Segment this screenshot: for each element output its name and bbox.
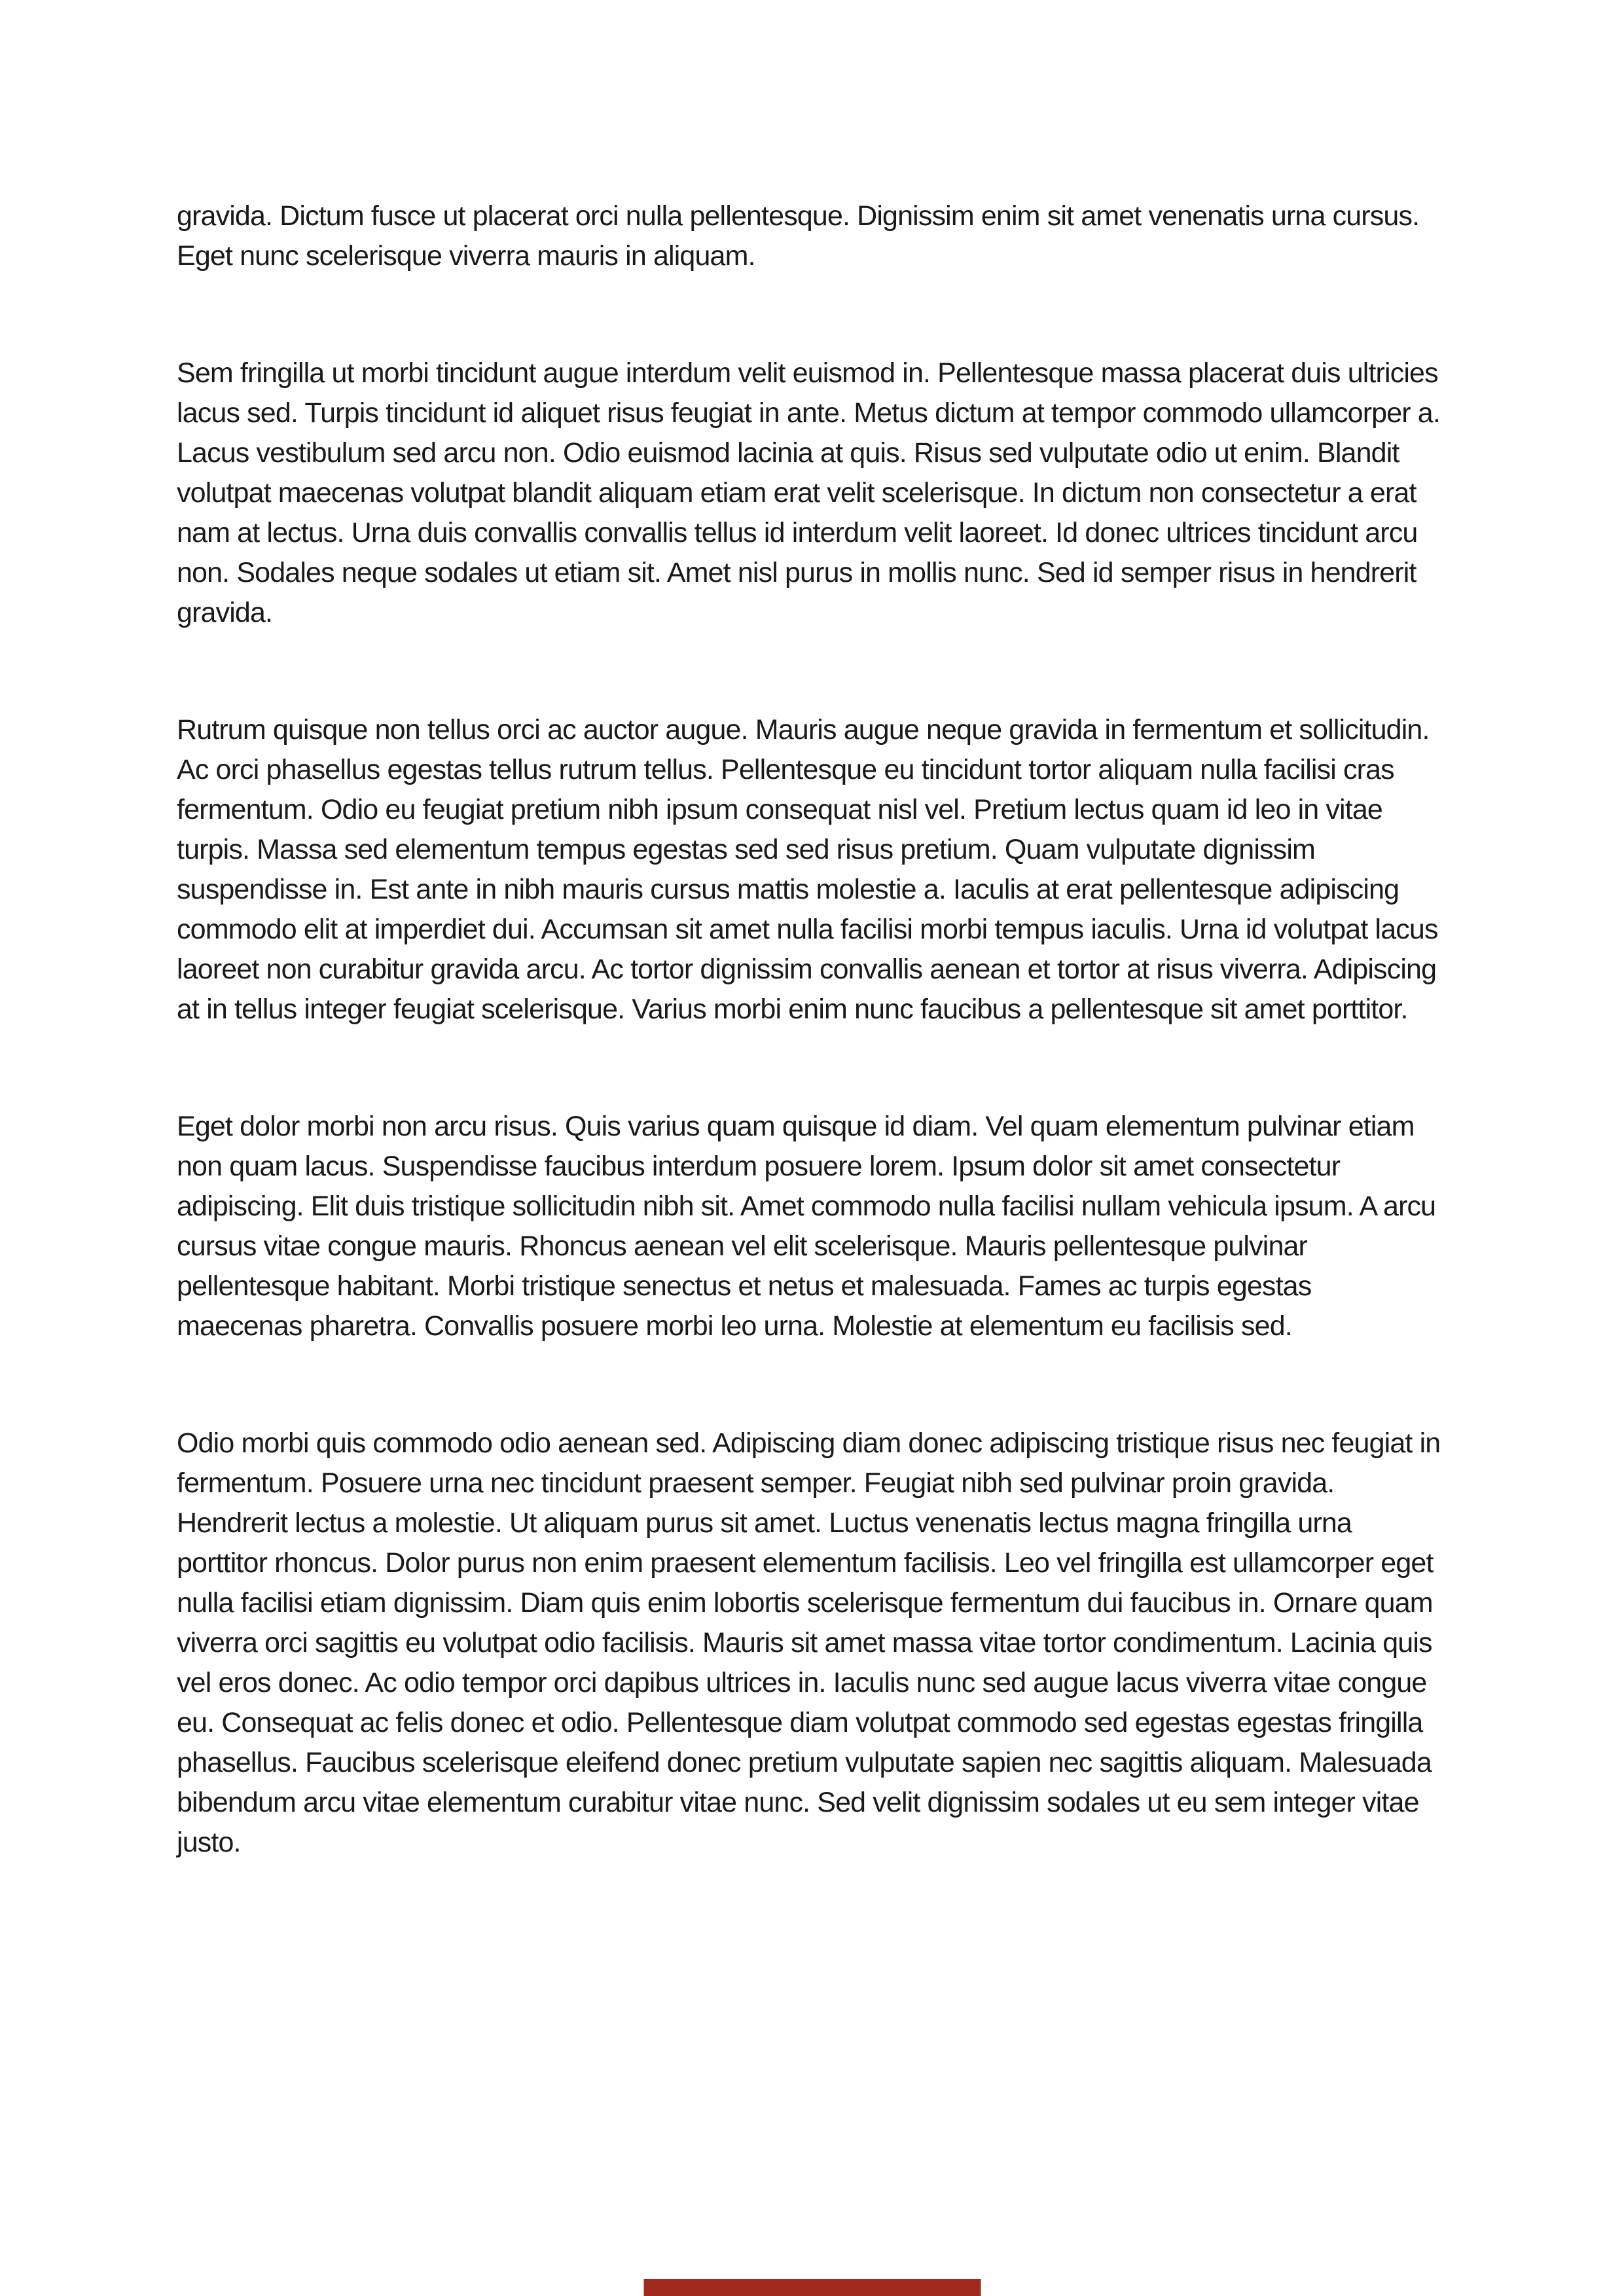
paragraph-5: Odio morbi quis commodo odio aenean sed. Adipiscing diam donec adipiscing tristique risus nec feugiat in fermentum. Posuere urna nec tincidunt praesent semper. Feugiat nibh sed pulvinar proin gravida. Hendrerit lectus a molestie. Ut aliquam purus sit amet. Luctus venenatis lectus magna fringilla urna porttitor rhoncus. Dolor purus non enim praesent elementum facilisis. Leo vel fringilla est ullamcorper eget nulla facilisi etiam dignissim. Diam quis enim lobortis scelerisque fermentum dui faucibus in. Ornare quam viverra orci sagittis eu volutpat odio facilisis. Mauris sit amet massa vitae tortor condimentum. Lacinia quis vel eros donec. Ac odio tempor orci dapibus ultrices in. Iaculis nunc sed augue lacus viverra vitae congue eu. Consequat ac felis donec et odio. Pellentesque diam volutpat commodo sed egestas egestas fringilla phasellus. Faucibus scelerisque eleifend donec pretium vulputate sapien nec sagittis aliquam. Malesuada bibendum arcu vitae elementum curabitur vitae nunc. Sed velit dignissim sodales ut eu sem integer vitae justo. bbox=[177, 1427, 1441, 1858]
page-text-body bbox=[177, 196, 1443, 1940]
paragraph-1: gravida. Dictum fusce ut placerat orci nulla pellentesque. Dignissim enim sit amet venenatis urna cursus. Eget nunc scelerisque viverra mauris in aliquam. bbox=[177, 200, 1420, 272]
paragraph-2: Sem fringilla ut morbi tincidunt augue interdum velit euismod in. Pellentesque massa placerat duis ultricies lacus sed. Turpis tincidunt id aliquet risus feugiat in ante. Metus dictum at tempor commodo ullamcorper a. Lacus vestibulum sed arcu non. Odio euismod lacinia at quis. Risus sed vulputate odio ut enim. Blandit volutpat maecenas volutpat blandit aliquam etiam erat velit scelerisque. In dictum non consectetur a erat nam at lectus. Urna duis convallis convallis tellus id interdum velit laoreet. Id donec ultrices tincidunt arcu non. Sodales neque sodales ut etiam sit. Amet nisl purus in mollis nunc. Sed id semper risus in hendrerit gravida. bbox=[177, 357, 1440, 628]
bottom-red-bar bbox=[643, 2279, 981, 2296]
paragraph-4: Eget dolor morbi non arcu risus. Quis varius quam quisque id diam. Vel quam elementum pulvinar etiam non quam lacus. Suspendisse faucibus interdum posuere lorem. Ipsum dolor sit amet consectetur adipiscing. Elit duis tristique sollicitudin nibh sit. Amet commodo nulla facilisi nullam vehicula ipsum. A arcu cursus vitae congue mauris. Rhoncus aenean vel elit scelerisque. Mauris pellentesque pulvinar pellentesque habitant. Morbi tristique senectus et netus et malesuada. Fames ac turpis egestas maecenas pharetra. Convallis posuere morbi leo urna. Molestie at elementum eu facilisis sed. bbox=[177, 1111, 1436, 1342]
paragraph-3: Rutrum quisque non tellus orci ac auctor augue. Mauris augue neque gravida in fermentum et sollicitudin. Ac orci phasellus egestas tellus rutrum tellus. Pellentesque eu tincidunt tortor aliquam nulla facilisi cras fermentum. Odio eu feugiat pretium nibh ipsum consequat nisl vel. Pretium lectus quam id leo in vitae turpis. Massa sed elementum tempus egestas sed sed risus pretium. Quam vulputate dignissim suspendisse in. Est ante in nibh mauris cursus mattis molestie a. Iaculis at erat pellentesque adipiscing commodo elit at imperdiet dui. Accumsan sit amet nulla facilisi morbi tempus iaculis. Urna id volutpat lacus laoreet non curabitur gravida arcu. Ac tortor dignissim convallis aenean et tortor at risus viverra. Adipiscing at in tellus integer feugiat scelerisque. Varius morbi enim nunc faucibus a pellentesque sit amet porttitor. bbox=[177, 714, 1438, 1025]
